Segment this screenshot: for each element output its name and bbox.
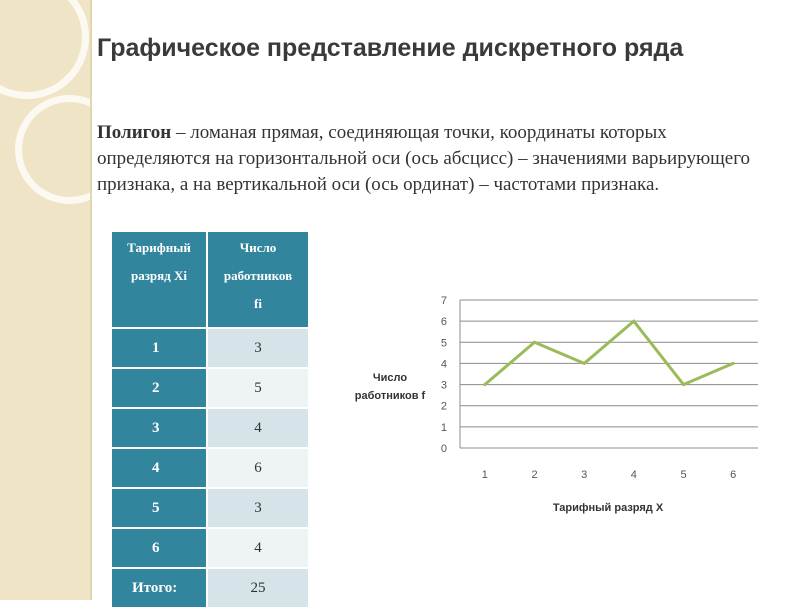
definition-text: – ломаная прямая, соединяющая точки, координаты которых определяются на горизонтальной оси (ось абсцисс) – значениями варьирующего признака, а на вертикальной оси (ось ординат) – частотами признака. [97,122,751,195]
data-point [533,341,536,344]
decorative-circle [0,0,89,99]
x-tick-label: 6 [730,469,737,481]
decorative-circle [15,95,90,204]
data-point [483,383,486,386]
y-tick-label: 4 [440,358,447,371]
x-tick-label: 2 [531,469,538,481]
table-row [111,408,309,448]
header-text: разряд Xi [130,268,188,283]
data-point [632,320,635,323]
table-row [111,488,309,528]
data-point [732,362,735,365]
table-cell-x: 2 [111,368,207,408]
table-cell-f: 4 [207,408,309,448]
table-cell-x: 1 [111,328,207,368]
y-tick-label: 2 [440,400,447,413]
chart-grid [460,300,758,448]
table-row [111,328,309,368]
table-row [111,528,309,568]
data-point [682,383,685,386]
x-tick-label: 5 [680,469,687,481]
data-point [583,362,586,365]
chart-series [483,320,734,386]
header-tariff-category [111,231,207,328]
x-axis-label: Тарифный разряд Х [552,502,664,514]
frequency-table [110,230,310,609]
definition-paragraph [97,120,777,198]
polygon-chart [340,285,780,525]
y-axis-label-line2: работников f [354,390,426,402]
y-tick-label: 1 [440,421,447,434]
slide-title: Графическое представление дискретного ряда [97,34,684,62]
header-text: работников [223,268,293,283]
table-cell-f: 3 [207,488,309,528]
series-line [485,321,733,384]
header-text: fi [254,296,262,311]
header-text: Тарифный [127,240,191,255]
table-header-row [111,231,309,328]
y-tick-label: 3 [440,379,447,392]
table-total-row [111,568,309,608]
table-cell-x: 5 [111,488,207,528]
table-row [111,448,309,488]
table-cell-x: 4 [111,448,207,488]
x-tick-label: 4 [630,469,637,481]
sidebar-divider [90,0,92,600]
y-tick-label: 0 [440,443,447,455]
table-cell-f: 6 [207,448,309,488]
header-text: Число [239,240,277,255]
decorative-sidebar [0,0,90,600]
table-total-value: 25 [207,568,309,608]
table-total-label: Итого: [111,568,207,608]
y-axis-label-line1: Число [372,372,408,384]
header-workers-count [207,231,309,328]
y-tick-label: 7 [440,295,447,307]
definition-term: Полигон [97,122,172,143]
table-cell-x: 3 [111,408,207,448]
table-cell-f: 3 [207,328,309,368]
table-cell-f: 4 [207,528,309,568]
y-tick-label: 5 [440,337,447,350]
table-row [111,368,309,408]
x-tick-label: 1 [481,469,488,481]
table-cell-x: 6 [111,528,207,568]
y-tick-label: 6 [440,316,447,329]
table-cell-f: 5 [207,368,309,408]
x-tick-label: 3 [581,469,588,481]
chart-ticks [441,295,736,481]
